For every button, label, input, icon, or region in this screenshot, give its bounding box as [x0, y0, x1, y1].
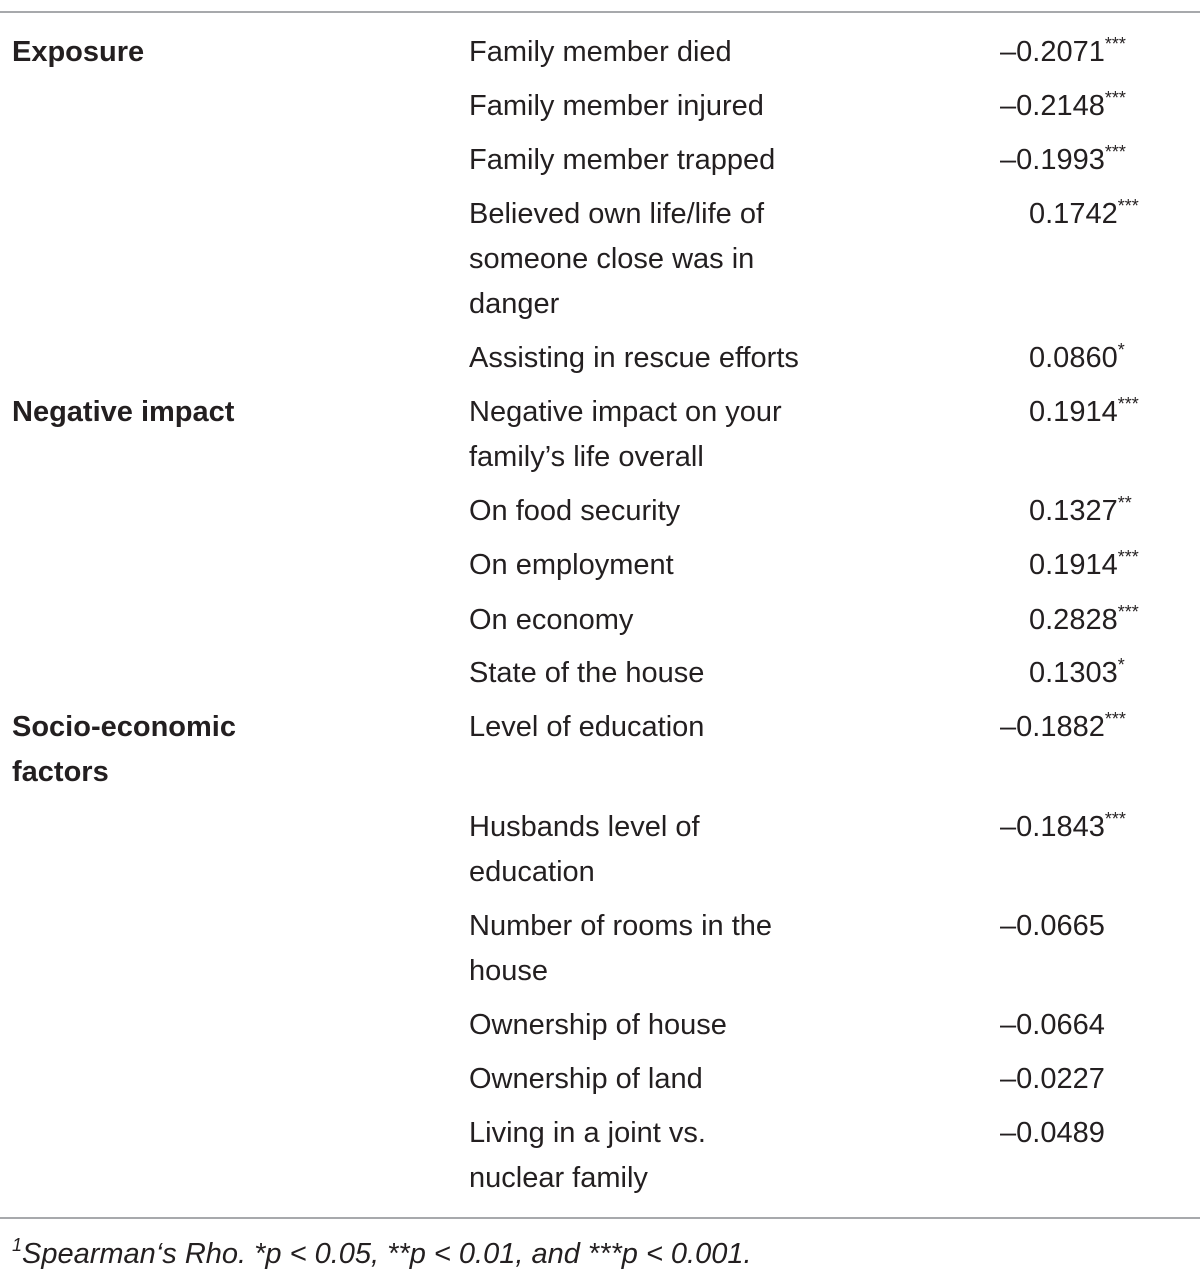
- table-row-item: State of the house: [469, 657, 705, 689]
- table-row-value: 0.0860*: [1029, 340, 1125, 374]
- table-top-rule: [0, 11, 1200, 13]
- table-row-value: 0.1327**: [1029, 493, 1132, 527]
- table-row-item-line2: house: [469, 955, 549, 987]
- significance-marker: ***: [1104, 34, 1126, 54]
- table-row-item: Number of rooms in the: [469, 910, 773, 942]
- significance-marker: **: [1117, 493, 1132, 513]
- table-row-item-line2: family’s life overall: [469, 441, 704, 473]
- table-row-value: –0.1993***: [1000, 142, 1126, 176]
- significance-marker: ***: [1117, 602, 1139, 622]
- table-row-value: 0.1742***: [1029, 196, 1139, 230]
- table-row-item: On economy: [469, 604, 634, 636]
- table-row-value: –0.0664: [1000, 1009, 1105, 1041]
- table-row-item: Family member trapped: [469, 144, 776, 176]
- table-footnote: [12, 1234, 752, 1274]
- table-row-item-line2: someone close was in: [469, 243, 755, 275]
- table-row-value: –0.0665: [1000, 910, 1105, 942]
- significance-marker: ***: [1117, 196, 1139, 216]
- category-negative-impact: Negative impact: [12, 396, 235, 428]
- table-row-item: Living in a joint vs.: [469, 1117, 706, 1149]
- significance-marker: ***: [1117, 547, 1139, 567]
- table-row-item-line2: nuclear family: [469, 1162, 648, 1194]
- significance-marker: ***: [1104, 709, 1126, 729]
- table-row-value: –0.0227: [1000, 1063, 1105, 1095]
- table-row-item: Family member injured: [469, 90, 764, 122]
- table-row-item: Assisting in rescue efforts: [469, 342, 799, 374]
- table-row-item: Level of education: [469, 711, 705, 743]
- table-row-item: Ownership of house: [469, 1009, 727, 1041]
- table-bottom-rule: [0, 1217, 1200, 1219]
- table-row-value: 0.1303*: [1029, 655, 1125, 689]
- significance-marker: ***: [1104, 88, 1126, 108]
- footnote-marker: 1: [12, 1235, 23, 1255]
- significance-marker: ***: [1104, 142, 1126, 162]
- table-row-value: –0.2071***: [1000, 34, 1126, 68]
- table-row-item: On employment: [469, 549, 674, 581]
- table-row-value: –0.1843***: [1000, 809, 1126, 843]
- significance-marker: *: [1117, 655, 1125, 675]
- table-row-value: 0.2828***: [1029, 602, 1139, 636]
- table-row-item: Family member died: [469, 36, 732, 68]
- table-row-value: –0.2148***: [1000, 88, 1126, 122]
- table-row-value: –0.0489: [1000, 1117, 1105, 1149]
- category-socio-economic: Socio-economic: [12, 711, 236, 743]
- table-row-item: Believed own life/life of: [469, 198, 764, 230]
- significance-marker: *: [1117, 340, 1125, 360]
- table-row-item: Ownership of land: [469, 1063, 703, 1095]
- table-row-value: 0.1914***: [1029, 547, 1139, 581]
- table-row-item-line2: education: [469, 856, 595, 888]
- category-socio-economic-line2: factors: [12, 756, 109, 788]
- table-row-item: On food security: [469, 495, 681, 527]
- table-row-item: Husbands level of: [469, 811, 700, 843]
- table-row-item: Negative impact on your: [469, 396, 782, 428]
- table-row-value: 0.1914***: [1029, 394, 1139, 428]
- significance-marker: ***: [1117, 394, 1139, 414]
- significance-marker: ***: [1104, 809, 1126, 829]
- category-exposure: Exposure: [12, 36, 145, 68]
- table-row-item-line3: danger: [469, 288, 560, 320]
- table-row-value: –0.1882***: [1000, 709, 1126, 743]
- footnote-text: Spearman‘s Rho. *p < 0.05, **p < 0.01, and ***p < 0.001.: [22, 1238, 752, 1270]
